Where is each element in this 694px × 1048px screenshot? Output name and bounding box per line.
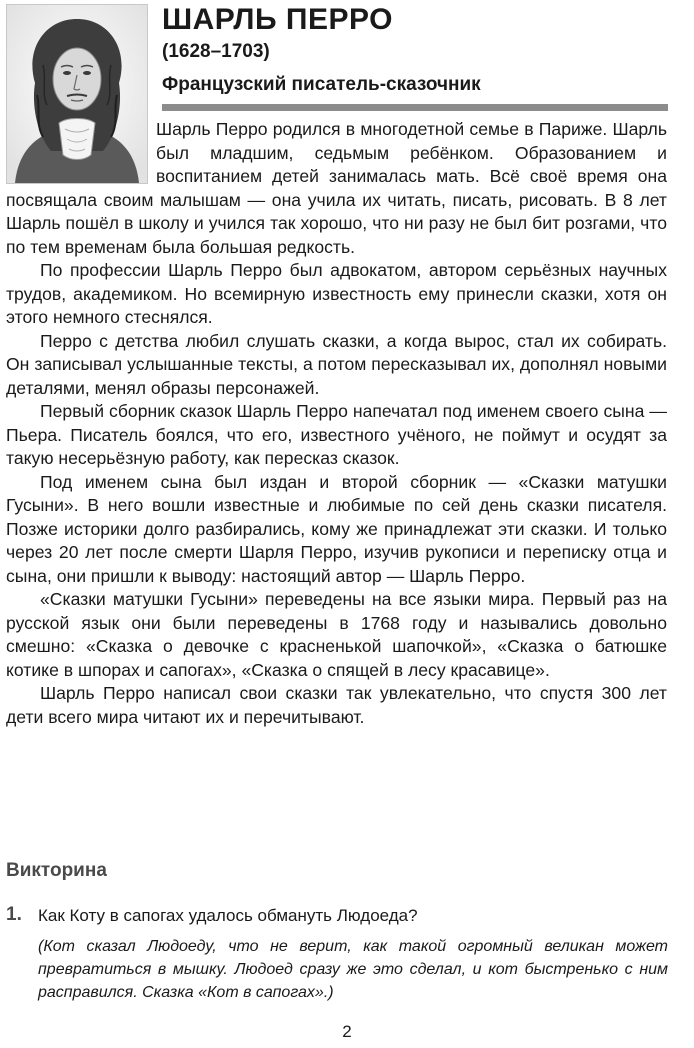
page-subtitle: Французский писатель-сказочник (162, 74, 481, 95)
paragraph: «Сказки матушки Гусыни» переведены на все языки мира. Первый раз на русской язык они были переведены в 1768 году и назывались довольно смешно: «Сказка о девочке с красненькой шапочкой», «Сказка о батюшке котике в шпорах и сапогах», «Сказка о спящей в лесу красавице». (6, 589, 667, 680)
paragraph: По профессии Шарль Перро был адвокатом, автором серьёзных научных трудов, академиком. Но всемирную известность ему принесли сказки, хотя он этого немного стеснялся. (6, 260, 667, 327)
life-years: (1628–1703) (162, 41, 270, 62)
quiz-heading: Викторина (6, 860, 107, 881)
question-answer: (Кот сказал Людоеду, что не верит, как такой огромный великан может превратиться в мышку. Людоед сразу же это сделал, и кот быстренько с ним расправился. Сказка «Кот в сапогах».) (38, 938, 668, 1001)
question-text: Как Коту в сапогах удалось обмануть Людоеда? (38, 906, 418, 925)
page-title: ШАРЛЬ ПЕРРО (162, 3, 393, 36)
question-number: 1. (6, 904, 22, 925)
paragraph: Первый сборник сказок Шарль Перро напечатал под именем своего сына — Пьера. Писатель боялся, что его, известного учёного, не поймут и осудят за такую несерьёзную работу, как пересказ сказок. (6, 401, 667, 468)
paragraph: Шарль Перро написал свои сказки так увлекательно, что спустя 300 лет дети всего мира читают их и перечитывают. (6, 683, 667, 727)
paragraph: Под именем сына был издан и второй сборник — «Сказки матушки Гусыни». В него вошли известные и любимые по сей день сказки писателя. Позже историки долго разбирались, кому же принадлежат эти сказки. И только через 20 лет после смерти Шарля Перро, изучив рукописи и переписку отца и сына, они пришли к выводу: настоящий автор — Шарль Перро. (6, 471, 667, 586)
header-divider (162, 104, 668, 111)
page-number: 2 (342, 1022, 352, 1041)
portrait-wrap-spacer (6, 118, 156, 186)
paragraph: Шарль Перро родился в многодетной семье в Париже. Шарль был младшим, седьмым ребёнком. Образованием и воспитанием детей занималась мать. Всё своё время она посвящала своим малышам — она учила их читать, писать, рисовать. В 8 лет Шарль пошёл в школу и учился так хорошо, что ни разу не был бит розгами, что по тем временам была большая редкость. (6, 119, 667, 257)
paragraph: Перро с детства любил слушать сказки, а когда вырос, стал их собирать. Он записывал услышанные тексты, а потом пересказывал их, дополнял новыми деталями, менял образы персонажей. (6, 330, 667, 398)
biography-text (6, 118, 667, 729)
